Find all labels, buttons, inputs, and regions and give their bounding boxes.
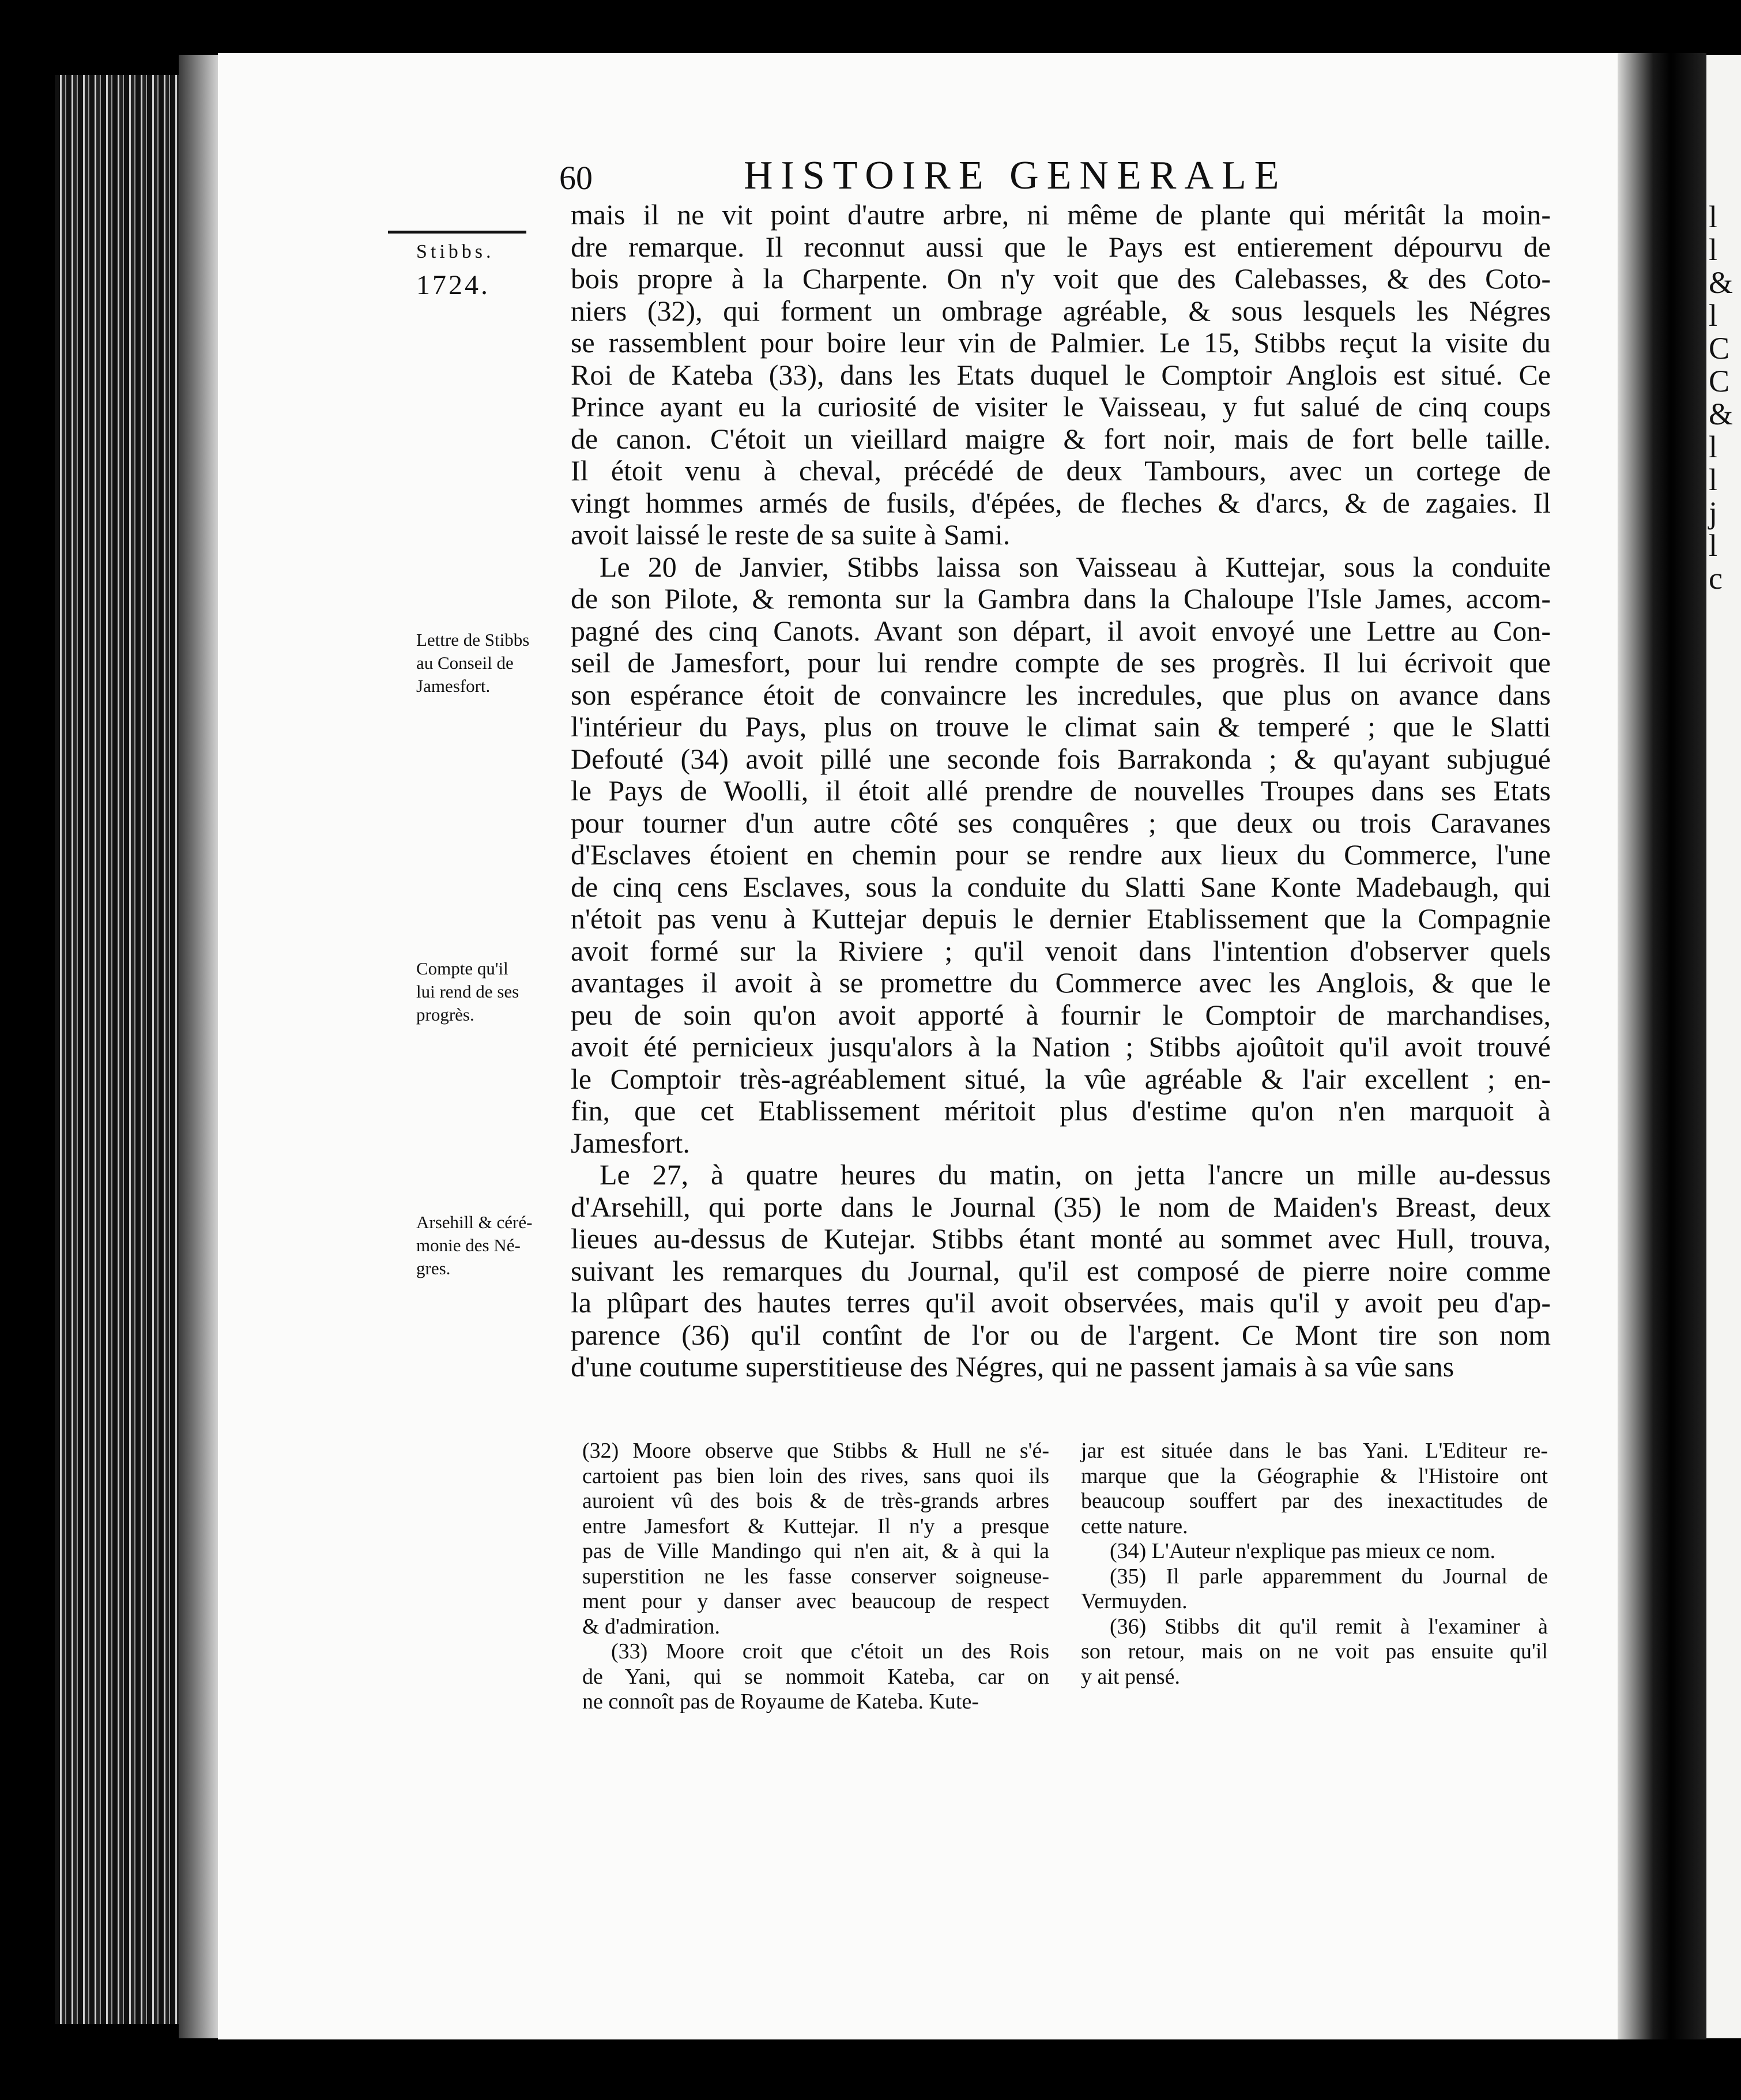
text-line: d'une coutume superstitieuse des Négres, qui ne passent jamais à sa vûe sans — [571, 1350, 1454, 1383]
footnotes-right-column — [1081, 1439, 1548, 1689]
sidenote-line: progrès. — [416, 1004, 474, 1025]
text-line: l'intérieur du Pays, plus on trouve le climat sain & temperé ; que le Slatti — [571, 710, 1551, 743]
sidenote-line: Lettre de Stibbs — [416, 630, 530, 650]
sidenote-line: gres. — [416, 1258, 451, 1278]
text-line: son retour, mais on ne voit pas ensuite qu'il — [1081, 1639, 1548, 1664]
next-page-letter: l — [1709, 200, 1718, 234]
footnotes-left-column — [582, 1439, 1049, 1715]
text-line: suivant les remarques du Journal, qu'il est composé de pierre noire comme — [571, 1254, 1551, 1287]
text-line: jar est située dans le bas Yani. L'Editeur re- — [1081, 1439, 1548, 1463]
text-line: (32) Moore observe que Stibbs & Hull ne s'é- — [582, 1439, 1049, 1463]
text-line: de son Pilote, & remonta sur la Gambra dans la Chaloupe l'Isle James, accom- — [571, 582, 1551, 615]
next-page-letter: C — [1709, 364, 1730, 398]
next-page-letter: & — [1709, 265, 1734, 300]
text-line: (36) Stibbs dit qu'il remit à l'examiner à — [1110, 1614, 1548, 1639]
running-title: HISTOIRE GENERALE — [744, 153, 1287, 198]
next-page-letter: l — [1709, 528, 1718, 563]
sidenote-line: Arsehill & céré- — [416, 1212, 533, 1232]
text-line: beaucoup souffert par des inexactitudes de — [1081, 1489, 1548, 1513]
text-line: vingt hommes armés de fusils, d'épées, de fleches & d'arcs, & de zagaies. Il — [571, 486, 1551, 519]
text-line: entre Jamesfort & Kuttejar. Il n'y a presque — [582, 1514, 1049, 1538]
text-line: Jamesfort. — [571, 1126, 690, 1159]
next-page-letter: C — [1709, 331, 1730, 366]
text-line: y ait pensé. — [1081, 1664, 1181, 1689]
text-line: d'Esclaves étoient en chemin pour se rendre aux lieux du Commerce, l'une — [571, 838, 1551, 871]
next-page-letter: l — [1709, 462, 1718, 497]
text-line: cette nature. — [1081, 1514, 1188, 1538]
text-line: Prince ayant eu la curiosité de visiter le Vaisseau, y fut salué de cinq coups — [571, 390, 1551, 423]
text-line: d'Arsehill, qui porte dans le Journal (35) le nom de Maiden's Breast, deux — [571, 1190, 1551, 1223]
sidenote-line: monie des Né- — [416, 1235, 521, 1255]
text-line: Le 20 de Janvier, Stibbs laissa son Vaisseau à Kuttejar, sous la conduite — [600, 550, 1551, 583]
text-line: Il étoit venu à cheval, précédé de deux Tambours, avec un cortege de — [571, 454, 1551, 487]
book-gutter — [1618, 53, 1706, 2039]
text-line: peu de soin qu'on avoit apporté à fournir le Comptoir de marchandises, — [571, 998, 1551, 1031]
side-header-name: Stibbs. — [416, 241, 495, 262]
next-page-letter: j — [1709, 495, 1718, 530]
text-line: pas de Ville Mandingo qui n'en ait, & à qui la — [582, 1539, 1049, 1563]
text-line: (33) Moore croit que c'étoit un des Rois — [611, 1639, 1049, 1664]
text-line: (35) Il parle apparemment du Journal de — [1110, 1564, 1548, 1589]
text-line: lieues au-dessus de Kutejar. Stibbs étant monté au sommet avec Hull, trouva, — [571, 1222, 1551, 1255]
sidenote-lettre — [416, 629, 529, 698]
text-line: ment pour y danser avec beaucoup de respect — [582, 1589, 1049, 1613]
text-line: avoit été pernicieux jusqu'alors à la Nation ; Stibbs ajoûtoit qu'il avoit trouvé — [571, 1030, 1551, 1063]
main-text — [571, 199, 1551, 1383]
text-line: son espérance étoit de convaincre les incredules, que plus on avance dans — [571, 678, 1551, 711]
text-line: seil de Jamesfort, pour lui rendre compte de ses progrès. Il lui écrivoit que — [571, 646, 1551, 679]
text-line: marque que la Géographie & l'Histoire ont — [1081, 1463, 1548, 1488]
text-line: parence (36) qu'il contînt de l'or ou de l'argent. Ce Mont tire son nom — [571, 1318, 1551, 1351]
text-line: Le 27, à quatre heures du matin, on jetta l'ancre un mille au-dessus — [600, 1158, 1551, 1191]
next-page-letter: l — [1709, 232, 1718, 267]
text-line: le Comptoir très-agréablement situé, la vûe agréable & l'air excellent ; en- — [571, 1062, 1551, 1095]
text-line: Roi de Kateba (33), dans les Etats duquel le Comptoir Anglois est situé. Ce — [571, 358, 1551, 391]
text-line: de canon. C'étoit un vieillard maigre & fort noir, mais de fort belle taille. — [571, 422, 1551, 455]
next-page-sliver — [1706, 55, 1741, 2038]
text-line: bois propre à la Charpente. On n'y voit que des Calebasses, & des Coto- — [571, 262, 1551, 295]
text-line: n'étoit pas venu à Kuttejar depuis le dernier Etablissement que la Compagnie — [571, 902, 1551, 935]
sidenote-arsehill — [416, 1211, 532, 1280]
text-line: avoit laissé le reste de sa suite à Sami. — [571, 518, 1011, 551]
text-line: de Yani, qui se nommoit Kateba, car on — [582, 1664, 1049, 1689]
sidenote-line: au Conseil de — [416, 653, 514, 673]
text-line: avoit formé sur la Riviere ; qu'il venoit dans l'intention d'observer quels — [571, 934, 1551, 967]
next-page-letter: c — [1709, 561, 1723, 596]
sidenote-line: Compte qu'il — [416, 958, 508, 979]
text-line: la plûpart des hautes terres qu'il avoit observées, mais qu'il y avoit peu d'ap- — [571, 1286, 1551, 1319]
text-line: niers (32), qui forment un ombrage agréable, & sous lesquels les Négres — [571, 294, 1551, 327]
next-page-letter: & — [1709, 397, 1734, 431]
text-line: auroient vû des bois & de très-grands arbres — [582, 1489, 1049, 1513]
text-line: pagné des cinq Canots. Avant son départ, il avoit envoyé une Lettre au Con- — [571, 614, 1551, 647]
text-line: Defouté (34) avoit pillé une seconde fois Barrakonda ; & qu'ayant subjugué — [571, 742, 1551, 775]
sidenote-compte — [416, 957, 519, 1026]
text-line: mais il ne vit point d'autre arbre, ni même de plante qui méritât la moin- — [571, 198, 1551, 231]
page-number: 60 — [559, 159, 593, 197]
text-line: de cinq cens Esclaves, sous la conduite du Slatti Sane Konte Madebaugh, qui — [571, 870, 1551, 903]
sidenote-line: Jamesfort. — [416, 676, 491, 696]
next-page-letter: l — [1709, 430, 1718, 464]
next-page-letter: l — [1709, 298, 1718, 333]
text-line: & d'admiration. — [582, 1614, 721, 1639]
side-header — [416, 235, 495, 302]
text-line: pour tourner d'un autre côté ses conquêres ; que deux ou trois Caravanes — [571, 806, 1551, 839]
side-header-rule — [388, 231, 526, 234]
text-line: le Pays de Woolli, il étoit allé prendre de nouvelles Troupes dans ses Etats — [571, 774, 1551, 807]
text-line: (34) L'Auteur n'explique pas mieux ce nom. — [1110, 1539, 1496, 1563]
text-line: fin, que cet Etablissement méritoit plus d'estime qu'on n'en marquoit à — [571, 1094, 1551, 1127]
text-line: superstition ne les fasse conserver soigneuse- — [582, 1564, 1049, 1589]
text-line: ne connoît pas de Royaume de Kateba. Kute- — [582, 1689, 979, 1714]
text-line: avantages il avoit à se promettre du Commerce avec les Anglois, & que le — [571, 966, 1551, 999]
text-line: Vermuyden. — [1081, 1589, 1188, 1613]
text-line: cartoient pas bien loin des rives, sans quoi ils — [582, 1463, 1049, 1488]
text-line: dre remarque. Il reconnut aussi que le Pays est entierement dépourvu de — [571, 230, 1551, 263]
side-header-year: 1724. — [416, 270, 490, 300]
text-line: se rassemblent pour boire leur vin de Palmier. Le 15, Stibbs reçut la visite du — [571, 326, 1551, 359]
sidenote-line: lui rend de ses — [416, 981, 519, 1002]
